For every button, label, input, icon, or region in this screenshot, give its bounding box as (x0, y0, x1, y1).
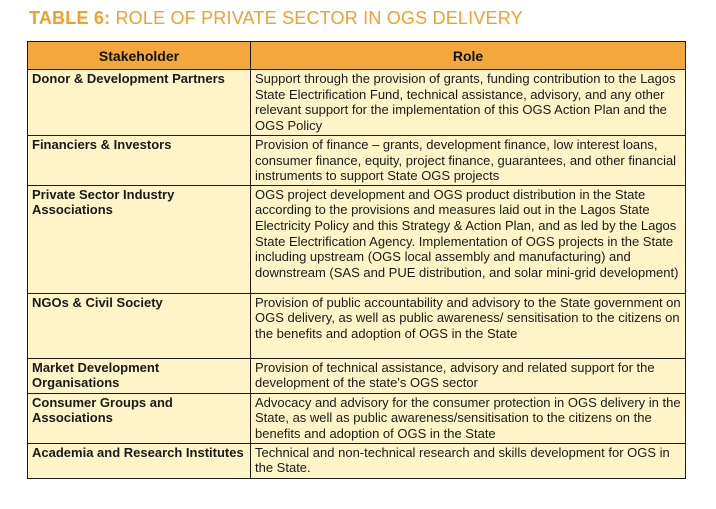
role-cell: Provision of finance – grants, development finance, low interest loans, consumer finance, equity, project finance, guarantees, and other financial instruments to support State OGS projects (251, 136, 686, 186)
table-row (28, 443, 686, 478)
table-row (28, 70, 686, 136)
table-number: TABLE 6: (29, 8, 111, 28)
header-role: Role (251, 42, 686, 70)
role-cell: Provision of technical assistance, advisory and related support for the development of the state's OGS sector (251, 358, 686, 393)
stakeholder-cell: Market Development Organisations (28, 358, 251, 393)
table-row (28, 358, 686, 393)
stakeholder-cell: Consumer Groups and Associations (28, 393, 251, 443)
table-row (28, 293, 686, 358)
stakeholder-cell: NGOs & Civil Society (28, 293, 251, 358)
role-cell: OGS project development and OGS product distribution in the State according to the provisions and measures laid out in the Lagos State Electricity Policy and this Strategy & Action Plan, and as led by the Lagos State Electrification Agency. Implementation of OGS projects in the State including upstream (OGS local assembly and manufacturing) and downstream (SAS and PUE distribution, and solar mini-grid development) (251, 185, 686, 293)
role-cell: Support through the provision of grants, funding contribution to the Lagos State Electrification Fund, technical assistance, advisory, and any other relevant support for the implementation of this OGS Action Plan and the OGS Policy (251, 70, 686, 136)
table-row (28, 393, 686, 443)
header-row (28, 42, 686, 70)
header-stakeholder: Stakeholder (28, 42, 251, 70)
table-title (29, 8, 523, 29)
role-cell: Provision of public accountability and advisory to the State government on OGS delivery, as well as public awareness/ sensitisation to the citizens on the benefits and adoption of OGS in the State (251, 293, 686, 358)
table-row (28, 185, 686, 293)
role-cell: Advocacy and advisory for the consumer protection in OGS delivery in the State, as well as public awareness/sensitisation to the citizens on the benefits and adoption of OGS in the State (251, 393, 686, 443)
stakeholder-role-table (27, 41, 686, 479)
stakeholder-cell: Donor & Development Partners (28, 70, 251, 136)
stakeholder-cell: Private Sector Industry Associations (28, 185, 251, 293)
table-title-text: ROLE OF PRIVATE SECTOR IN OGS DELIVERY (115, 8, 523, 28)
table-row (28, 136, 686, 186)
stakeholder-cell: Financiers & Investors (28, 136, 251, 186)
stakeholder-cell: Academia and Research Institutes (28, 443, 251, 478)
role-cell: Technical and non-technical research and skills development for OGS in the State. (251, 443, 686, 478)
